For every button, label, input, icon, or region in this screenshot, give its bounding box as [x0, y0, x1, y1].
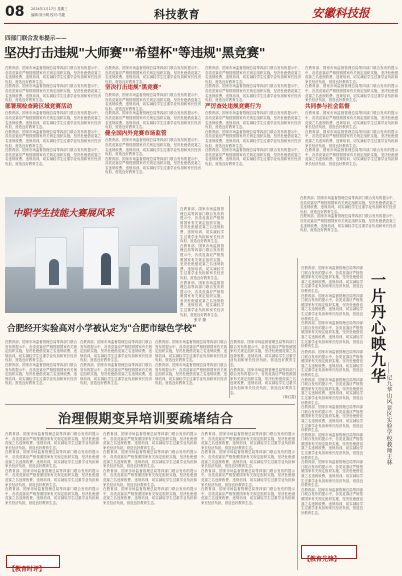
masthead-logo: 安徽科技报	[312, 6, 370, 20]
subhead-4: 严厉查处违规竞赛行为	[205, 103, 261, 110]
photo-caption: 中职学生技能大赛展风采	[13, 208, 115, 219]
article2-body-4: 在教育部、国家市场监督管理总局等四部门联合发布的提示中，各类竞赛应严格按照国家有关规定组织实施，坚决杜绝借竞赛之名违规收费、违规培训，切实减轻学生过重学业负担和家长经济负担，营造良好教育生态。 在教育部、国家市场监督管理总局等四部门联合发布的提示中，各类竞赛应严格按照国家有关规定组织实施，坚决杜绝借竞赛之名违规收费、违规培训，切实减轻学生过重学业负担和家长经济负担，营造良好教育生态。 (林红霞)	[230, 340, 296, 400]
article2-body-1: 在教育部、国家市场监督管理总局等四部门联合发布的提示中，各类竞赛应严格按照国家有关规定组织实施，坚决杜绝借竞赛之名违规收费、违规培训，切实减轻学生过重学业负担和家长经济负担，营造良好教育生态。 在教育部、国家市场监督管理总局等四部门联合发布的提示中，各类竞赛应严格按照国家有关规定组织实施，坚决杜绝借竞赛之名违规收费、违规培训，切实减轻学生过重学业负担和家长经济负担，营造良好教育生态。	[5, 340, 77, 386]
article-headline: 坚决打击违规"大师赛""希望杯"等违规"黑竞赛"	[4, 45, 266, 60]
article1-column-1: 在教育部、国家市场监督管理总局等四部门联合发布的提示中，各类竞赛应严格按照国家有关规定组织实施，坚决杜绝借竞赛之名违规收费、违规培训，切实减轻学生过重学业负担和家长经济负担，营造良好教育生态。 在教育部、国家市场监督管理总局等四部门联合发布的提示中，各类竞赛应严格按照国家有关规定组织实施，坚决杜绝借竞赛之名违规收费、违规培训，切实减轻学生过重学业负担和家长经济负担，营造良好教育生态。 部署现检查跨区域竞赛活动 在教育部、国家市场监督管理总局等四部门联合发布的提示中，各类竞赛应严格按照国家有关规定组织实施，坚决杜绝借竞赛之名违规收费、违规培训，切实减轻学生过重学业负担和家长经济负担，营造良好教育生态。 在教育部、国家市场监督管理总局等四部门联合发布的提示中，各类竞赛应严格按照国家有关规定组织实施，坚决杜绝借竞赛之名违规收费、违规培训，切实减轻学生过重学业负担和家长经济负担，营造良好教育生态。 在教育部、国家市场监督管理总局等四部门联合发布的提示中，各类竞赛应严格按照国家有关规定组织实施，坚决杜绝借竞赛之名违规收费、违规培训，切实减轻学生过重学业负担和家长经济负担，营造良好教育生态。	[5, 66, 101, 166]
subhead-1: 部署现检查跨区域竞赛活动	[5, 103, 73, 110]
feature-body-1: 在教育部、国家市场监督管理总局等四部门联合发布的提示中，各类竞赛应严格按照国家有关规定组织实施，坚决杜绝借竞赛之名违规收费、违规培训，切实减轻学生过重学业负担和家长经济负担，营造良好教育生态。 在教育部、国家市场监督管理总局等四部门联合发布的提示中，各类竞赛应严格按照国家有关规定组织实施，坚决杜绝借竞赛之名违规收费、违规培训，切实减轻学生过重学业负担和家长经济负担，营造良好教育生态。 在教育部、国家市场监督管理总局等四部门联合发布的提示中，各类竞赛应严格按照国家有关规定组织实施，坚决杜绝借竞赛之名违规收费、违规培训，切实减轻学生过重学业负担和家长经济负担，营造良好教育生态。	[301, 266, 363, 349]
column-tag: 【教育时评】	[6, 555, 60, 568]
header-rule	[4, 23, 398, 24]
article1-column-3: 在教育部、国家市场监督管理总局等四部门联合发布的提示中，各类竞赛应严格按照国家有关规定组织实施，坚决杜绝借竞赛之名违规收费、违规培训，切实减轻学生过重学业负担和家长经济负担，营造良好教育生态。 在教育部、国家市场监督管理总局等四部门联合发布的提示中，各类竞赛应严格按照国家有关规定组织实施，坚决杜绝借竞赛之名违规收费、违规培训，切实减轻学生过重学业负担和家长经济负担，营造良好教育生态。 严厉查处违规竞赛行为 在教育部、国家市场监督管理总局等四部门联合发布的提示中，各类竞赛应严格按照国家有关规定组织实施，坚决杜绝借竞赛之名违规收费、违规培训，切实减轻学生过重学业负担和家长经济负担，营造良好教育生态。 在教育部、国家市场监督管理总局等四部门联合发布的提示中，各类竞赛应严格按照国家有关规定组织实施，坚决杜绝借竞赛之名违规收费、违规培训，切实减轻学生过重学业负担和家长经济负担，营造良好教育生态。 在教育部、国家市场监督管理总局等四部门联合发布的提示中，各类竞赛应严格按照国家有关规定组织实施，坚决杜绝借竞赛之名违规收费、违规培训，切实减轻学生过重学业负担和家长经济负担，营造良好教育生态。	[205, 66, 301, 166]
article-kicker: 四部门联合发布提示——	[5, 36, 67, 42]
photo-text: 在教育部、国家市场监督管理总局等四部门联合发布的提示中，各类竞赛应严格按照国家有关规定组织实施，坚决杜绝借竞赛之名违规收费、违规培训，切实减轻学生过重学业负担和家长经济负担，营造良好教育生态。 在教育部、国家市场监督管理总局等四部门联合发布的提示中，各类竞赛应严格按照国家有关规定组织实施，坚决杜绝借竞赛之名违规收费、违规培训，切实减轻学生过重学业负担和家长经济负担，营造良好教育生态。 在教育部、国家市场监督管理总局等四部门联合发布的提示中，各类竞赛应严格按照国家有关规定组织实施，坚决杜绝借竞赛之名违规收费、违规培训，切实减轻学生过重学业负担和家长经济负担，营造良好教育生态。	[180, 207, 224, 317]
date-line: 2024年1月17日 星期三	[31, 7, 68, 11]
photo-credit: 张平 摄	[194, 318, 206, 322]
page-number: 08	[5, 4, 25, 20]
feature-tag: 【教育先锋】	[301, 545, 357, 559]
subhead-5: 共同参与社会监督	[305, 103, 350, 110]
subhead-2: 坚决打击违规"黑竞赛"	[105, 85, 162, 92]
column-banner-title: 治理假期变异培训要疏堵结合	[58, 412, 234, 427]
column-body-2: 在教育部、国家市场监督管理总局等四部门联合发布的提示中，各类竞赛应严格按照国家有关规定组织实施，坚决杜绝借竞赛之名违规收费、违规培训，切实减轻学生过重学业负担和家长经济负担，营造良好教育生态。 在教育部、国家市场监督管理总局等四部门联合发布的提示中，各类竞赛应严格按照国家有关规定组织实施，坚决杜绝借竞赛之名违规收费、违规培训，切实减轻学生过重学业负担和家长经济负担，营造良好教育生态。 在教育部、国家市场监督管理总局等四部门联合发布的提示中，各类竞赛应严格按照国家有关规定组织实施，坚决杜绝借竞赛之名违规收费、违规培训，切实减轻学生过重学业负担和家长经济负担，营造良好教育生态。 在教育部、国家市场监督管理总局等四部门联合发布的提示中，各类竞赛应严格按照国家有关规定组织实施，坚决杜绝借竞赛之名违规收费、违规培训，切实减轻学生过重学业负担和家长经济负担，营造良好教育生态。	[103, 432, 197, 505]
right-column-text: 在教育部、国家市场监督管理总局等四部门联合发布的提示中，各类竞赛应严格按照国家有关规定组织实施，坚决杜绝借竞赛之名违规收费、违规培训，切实减轻学生过重学业负担和家长经济负担，营造良好教育生态。 在教育部、国家市场监督管理总局等四部门联合发布的提示中，各类竞赛应严格按照国家有关规定组织实施，坚决杜绝借竞赛之名违规收费、违规培训，切实减轻学生过重学业负担和家长经济负担，营造良好教育生态。	[300, 196, 396, 233]
article2-byline: (林红霞)	[283, 395, 296, 400]
subhead-3: 健全国内外竞赛市场监管	[105, 130, 167, 137]
feature-headline: 一片丹心映九华	[369, 272, 387, 384]
section-title: 科技教育	[154, 8, 200, 21]
article1-column-4: 在教育部、国家市场监督管理总局等四部门联合发布的提示中，各类竞赛应严格按照国家有关规定组织实施，坚决杜绝借竞赛之名违规收费、违规培训，切实减轻学生过重学业负担和家长经济负担，营造良好教育生态。 在教育部、国家市场监督管理总局等四部门联合发布的提示中，各类竞赛应严格按照国家有关规定组织实施，坚决杜绝借竞赛之名违规收费、违规培训，切实减轻学生过重学业负担和家长经济负担，营造良好教育生态。 共同参与社会监督 在教育部、国家市场监督管理总局等四部门联合发布的提示中，各类竞赛应严格按照国家有关规定组织实施，坚决杜绝借竞赛之名违规收费、违规培训，切实减轻学生过重学业负担和家长经济负担，营造良好教育生态。 在教育部、国家市场监督管理总局等四部门联合发布的提示中，各类竞赛应严格按照国家有关规定组织实施，坚决杜绝借竞赛之名违规收费、违规培训，切实减轻学生过重学业负担和家长经济负担，营造良好教育生态。 在教育部、国家市场监督管理总局等四部门联合发布的提示中，各类竞赛应严格按照国家有关规定组织实施，坚决杜绝借竞赛之名违规收费、违规培训，切实减轻学生过重学业负担和家长经济负担，营造良好教育生态。	[305, 66, 398, 166]
editor-line: 编辑:刘小明 校对:马婕	[31, 13, 65, 17]
article2-headline: 合肥经开实验高对小学被认定为"合肥市绿色学校"	[7, 324, 197, 334]
feature-subtitle: ——记九华山风景区实验学校教师王林	[385, 362, 391, 466]
column-body-3: 在教育部、国家市场监督管理总局等四部门联合发布的提示中，各类竞赛应严格按照国家有关规定组织实施，坚决杜绝借竞赛之名违规收费、违规培训，切实减轻学生过重学业负担和家长经济负担，营造良好教育生态。 在教育部、国家市场监督管理总局等四部门联合发布的提示中，各类竞赛应严格按照国家有关规定组织实施，坚决杜绝借竞赛之名违规收费、违规培训，切实减轻学生过重学业负担和家长经济负担，营造良好教育生态。 在教育部、国家市场监督管理总局等四部门联合发布的提示中，各类竞赛应严格按照国家有关规定组织实施，坚决杜绝借竞赛之名违规收费、违规培训，切实减轻学生过重学业负担和家长经济负担，营造良好教育生态。 在教育部、国家市场监督管理总局等四部门联合发布的提示中，各类竞赛应严格按照国家有关规定组织实施，坚决杜绝借竞赛之名违规收费、违规培训，切实减轻学生过重学业负担和家长经济负担，营造良好教育生态。	[201, 432, 295, 505]
column-body-1: 在教育部、国家市场监督管理总局等四部门联合发布的提示中，各类竞赛应严格按照国家有关规定组织实施，坚决杜绝借竞赛之名违规收费、违规培训，切实减轻学生过重学业负担和家长经济负担，营造良好教育生态。 在教育部、国家市场监督管理总局等四部门联合发布的提示中，各类竞赛应严格按照国家有关规定组织实施，坚决杜绝借竞赛之名违规收费、违规培训，切实减轻学生过重学业负担和家长经济负担，营造良好教育生态。 在教育部、国家市场监督管理总局等四部门联合发布的提示中，各类竞赛应严格按照国家有关规定组织实施，坚决杜绝借竞赛之名违规收费、违规培训，切实减轻学生过重学业负担和家长经济负担，营造良好教育生态。 在教育部、国家市场监督管理总局等四部门联合发布的提示中，各类竞赛应严格按照国家有关规定组织实施，坚决杜绝借竞赛之名违规收费、违规培训，切实减轻学生过重学业负担和家长经济负担，营造良好教育生态。	[5, 432, 99, 505]
article2-body-2: 在教育部、国家市场监督管理总局等四部门联合发布的提示中，各类竞赛应严格按照国家有关规定组织实施，坚决杜绝借竞赛之名违规收费、违规培训，切实减轻学生过重学业负担和家长经济负担，营造良好教育生态。 在教育部、国家市场监督管理总局等四部门联合发布的提示中，各类竞赛应严格按照国家有关规定组织实施，坚决杜绝借竞赛之名违规收费、违规培训，切实减轻学生过重学业负担和家长经济负担，营造良好教育生态。	[80, 340, 152, 386]
article2-body-3: 在教育部、国家市场监督管理总局等四部门联合发布的提示中，各类竞赛应严格按照国家有关规定组织实施，坚决杜绝借竞赛之名违规收费、违规培训，切实减轻学生过重学业负担和家长经济负担，营造良好教育生态。 在教育部、国家市场监督管理总局等四部门联合发布的提示中，各类竞赛应严格按照国家有关规定组织实施，坚决杜绝借竞赛之名违规收费、违规培训，切实减轻学生过重学业负担和家长经济负担，营造良好教育生态。	[155, 340, 227, 386]
column-banner-rule	[46, 428, 256, 429]
article1-column-2: 在教育部、国家市场监督管理总局等四部门联合发布的提示中，各类竞赛应严格按照国家有关规定组织实施，坚决杜绝借竞赛之名违规收费、违规培训，切实减轻学生过重学业负担和家长经济负担，营造良好教育生态。 坚决打击违规"黑竞赛" 在教育部、国家市场监督管理总局等四部门联合发布的提示中，各类竞赛应严格按照国家有关规定组织实施，坚决杜绝借竞赛之名违规收费、违规培训，切实减轻学生过重学业负担和家长经济负担，营造良好教育生态。 在教育部、国家市场监督管理总局等四部门联合发布的提示中，各类竞赛应严格按照国家有关规定组织实施，坚决杜绝借竞赛之名违规收费、违规培训，切实减轻学生过重学业负担和家长经济负担，营造良好教育生态。 健全国内外竞赛市场监管 在教育部、国家市场监督管理总局等四部门联合发布的提示中，各类竞赛应严格按照国家有关规定组织实施，坚决杜绝借竞赛之名违规收费、违规培训，切实减轻学生过重学业负担和家长经济负担，营造良好教育生态。 在教育部、国家市场监督管理总局等四部门联合发布的提示中，各类竞赛应严格按照国家有关规定组织实施，坚决杜绝借竞赛之名违规收费、违规培训，切实减轻学生过重学业负担和家长经济负担，营造良好教育生态。	[105, 66, 201, 175]
feature-body-2: 在教育部、国家市场监督管理总局等四部门联合发布的提示中，各类竞赛应严格按照国家有关规定组织实施，坚决杜绝借竞赛之名违规收费、违规培训，切实减轻学生过重学业负担和家长经济负担，营造良好教育生态。 在教育部、国家市场监督管理总局等四部门联合发布的提示中，各类竞赛应严格按照国家有关规定组织实施，坚决杜绝借竞赛之名违规收费、违规培训，切实减轻学生过重学业负担和家长经济负担，营造良好教育生态。 在教育部、国家市场监督管理总局等四部门联合发布的提示中，各类竞赛应严格按照国家有关规定组织实施，坚决杜绝借竞赛之名违规收费、违规培训，切实减轻学生过重学业负担和家长经济负担，营造良好教育生态。 在教育部、国家市场监督管理总局等四部门联合发布的提示中，各类竞赛应严格按照国家有关规定组织实施，坚决杜绝借竞赛之名违规收费、违规培训，切实减轻学生过重学业负担和家长经济负担，营造良好教育生态。 在教育部、国家市场监督管理总局等四部门联合发布的提示中，各类竞赛应严格按照国家有关规定组织实施，坚决杜绝借竞赛之名违规收费、违规培训，切实减轻学生过重学业负担和家长经济负担，营造良好教育生态。 在教育部、国家市场监督管理总局等四部门联合发布的提示中，各类竞赛应严格按照国家有关规定组织实施，坚决杜绝借竞赛之名违规收费、违规培训，切实减轻学生过重学业负担和家长经济负担，营造良好教育生态。	[301, 350, 363, 515]
news-photo	[5, 197, 177, 313]
